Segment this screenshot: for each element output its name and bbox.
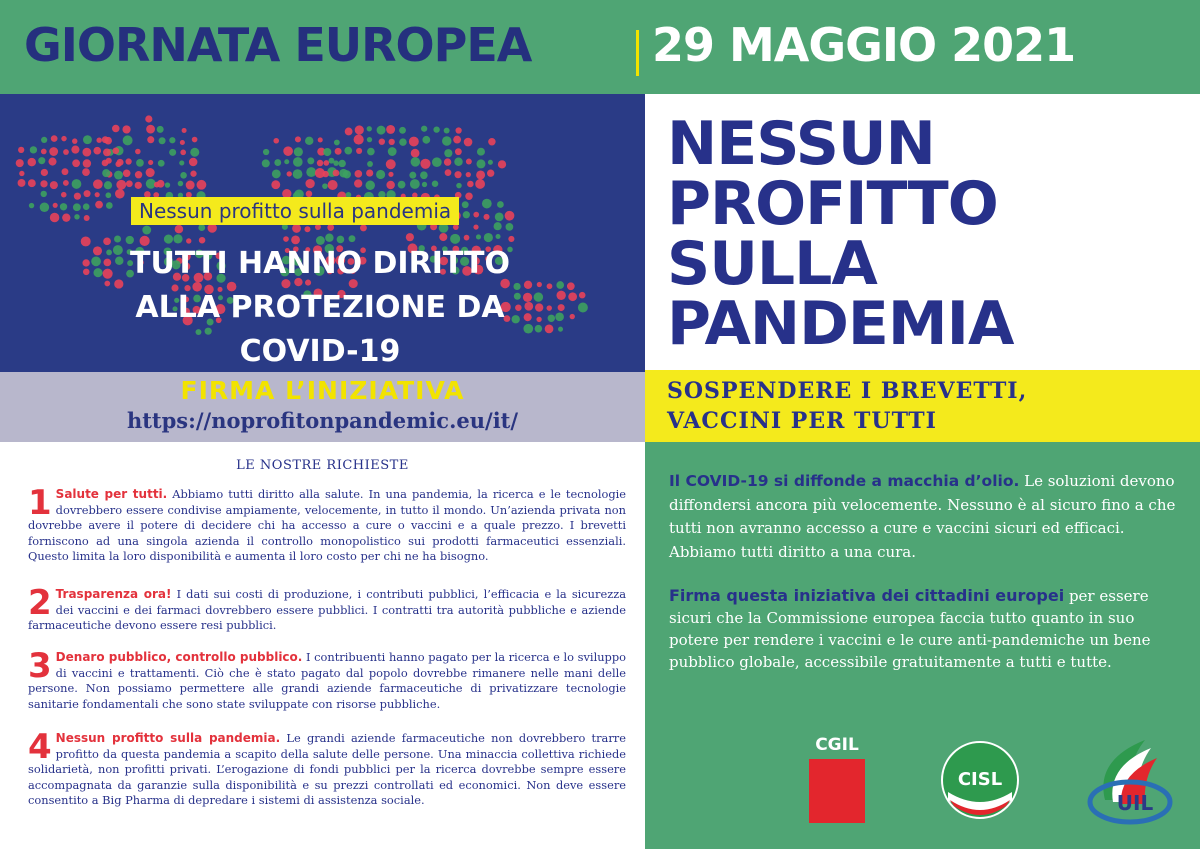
map-dot (50, 181, 58, 189)
map-dot (433, 126, 439, 132)
map-dot (274, 159, 281, 166)
requests-title: LE NOSTRE RICHIESTE (236, 458, 409, 473)
map-dot (83, 135, 92, 144)
map-dot (283, 146, 293, 156)
map-dot (284, 159, 289, 164)
map-dot (145, 115, 152, 122)
request-item (28, 583, 627, 634)
map-dot (63, 149, 69, 155)
map-dot (411, 149, 420, 158)
map-dot (406, 233, 414, 241)
map-dot (462, 201, 469, 208)
map-dot (367, 148, 375, 156)
map-dot (63, 180, 69, 186)
map-dot (93, 179, 103, 189)
map-dot (125, 158, 131, 164)
map-dot (61, 192, 67, 198)
map-dot (113, 147, 120, 154)
map-dot (295, 136, 301, 142)
map-dot (169, 149, 176, 156)
hero-title-line-2: ALLA PROTEZIONE DA (135, 290, 505, 325)
request-heading: Salute per tutti. (55, 487, 168, 501)
map-dot (398, 181, 406, 189)
map-dot (180, 150, 186, 156)
map-dot (287, 171, 292, 176)
map-dot (146, 168, 155, 177)
map-dot (123, 135, 133, 145)
map-dot (484, 233, 493, 242)
map-dot (439, 233, 447, 241)
cisl-logo (940, 740, 1020, 820)
map-dot (327, 224, 334, 231)
hero-title-line-3: COVID-19 (239, 334, 401, 369)
map-dot (28, 158, 36, 166)
map-dot (61, 136, 66, 141)
map-dot (82, 148, 91, 157)
map-dot (477, 148, 485, 156)
map-dot (115, 161, 121, 167)
map-dot (487, 170, 494, 177)
hero-title (60, 242, 580, 374)
map-dot (169, 137, 175, 143)
map-dot (377, 126, 386, 135)
map-dot (482, 199, 492, 209)
map-dot (115, 189, 125, 199)
uil-logo (1085, 730, 1175, 825)
map-dot (494, 222, 502, 230)
map-dot (488, 138, 495, 145)
map-dot (464, 138, 473, 147)
map-dot (135, 182, 142, 189)
map-dot (178, 181, 183, 186)
map-dot (95, 192, 100, 197)
cgil-logo-text: CGIL (815, 735, 859, 755)
map-dot (190, 171, 196, 177)
map-dot (442, 136, 451, 145)
map-dot (338, 160, 345, 167)
map-dot (175, 225, 184, 234)
map-dot (154, 182, 160, 188)
map-dot (180, 140, 185, 145)
map-dot (74, 214, 79, 219)
map-dot (83, 203, 90, 210)
map-dot (379, 138, 385, 144)
map-dot (29, 203, 34, 208)
cgil-logo (807, 735, 867, 827)
map-dot (272, 170, 281, 179)
map-dot (498, 160, 506, 168)
headline-line-3: SULLA (667, 229, 877, 299)
map-dot (304, 226, 310, 232)
map-dot (306, 167, 316, 177)
map-dot (50, 213, 60, 223)
map-dot (354, 179, 362, 187)
map-dot (399, 138, 407, 146)
request-heading: Denaro pubblico, controllo pubblico. (55, 650, 303, 664)
cisl-logo-text: CISL (957, 769, 1003, 790)
map-dot (476, 170, 485, 179)
map-dot (322, 171, 328, 177)
map-dot (136, 159, 144, 167)
map-dot (102, 136, 109, 143)
map-dot (360, 224, 367, 231)
map-dot (488, 160, 493, 165)
map-dot (432, 180, 439, 187)
map-dot (505, 211, 515, 221)
map-dot (388, 147, 397, 156)
map-dot (114, 171, 123, 180)
info-paragraph-1 (669, 470, 1179, 564)
map-dot (325, 233, 333, 241)
map-dot (41, 169, 48, 176)
map-dot (445, 169, 452, 176)
map-dot (454, 157, 462, 165)
header-separator (636, 30, 639, 76)
map-dot (72, 138, 77, 143)
sign-initiative-label: FIRMA L’INIZIATIVA (180, 376, 465, 405)
request-heading: Trasparenza ora! (55, 587, 172, 601)
map-dot (421, 126, 427, 132)
map-dot (305, 179, 314, 188)
map-dot (72, 159, 80, 167)
request-number: 1 (28, 483, 52, 523)
map-dot (455, 148, 462, 155)
map-dot (53, 203, 58, 208)
map-dot (71, 146, 79, 154)
map-dot (180, 172, 187, 179)
map-dot (386, 159, 396, 169)
map-dot (273, 138, 279, 144)
map-dot (198, 224, 205, 231)
map-dot (292, 224, 301, 233)
subtitle-line-2: VACCINI PER TUTTI (667, 408, 937, 434)
map-dot (388, 172, 393, 177)
map-dot (179, 160, 184, 165)
map-dot (466, 172, 471, 177)
map-dot (356, 148, 362, 154)
initiative-link[interactable]: https://noprofitonpandemic.eu/it/ (126, 408, 519, 433)
map-dot (465, 192, 472, 199)
map-dot (420, 159, 430, 169)
map-dot (506, 223, 514, 231)
map-dot (135, 171, 142, 178)
map-dot (102, 160, 109, 167)
map-dot (420, 171, 428, 179)
map-dot (473, 224, 478, 229)
map-dot (318, 137, 323, 142)
request-text: Abbiamo tutti diritto alla salute. In una pandemia, la ricerca e le tecnologie dovrebbero essere condivise ampiamente, velocemente, in tutto il mondo. Un’azienda privata non dovrebbe avere il potere di decidere chi ha accesso a cure o vaccini e a quale prezzo. I brevetti forniscono ad una singola azienda il controllo monopolistico sui prodotti farmaceutici essenziali. Questo limita la loro disponibilità e aumenta il loro costo per chi ne ha bisogno. (28, 487, 626, 563)
info-paragraph-1-body: Le soluzioni devono diffondersi ancora più velocemente. Nessuno è al sicuro fino a che tutti non avranno accesso a cure e vaccini sicuri ed efficaci. Abbiamo tutti diritto a una cura. (669, 472, 1176, 561)
map-dot (189, 158, 198, 167)
request-item (28, 483, 626, 565)
map-dot (496, 234, 501, 239)
map-dot (376, 170, 385, 179)
map-dot (409, 137, 419, 147)
map-dot (41, 149, 47, 155)
map-dot (355, 125, 364, 134)
info-paragraph-1-lead: Il COVID-19 si diffonde a macchia d’olio. (669, 472, 1020, 490)
map-dot (74, 193, 81, 200)
headline-line-1: NESSUN (667, 109, 935, 179)
map-dot (51, 135, 58, 142)
header-date: 29 MAGGIO 2021 (652, 18, 1076, 72)
map-dot (159, 137, 166, 144)
hero-tag: Nessun profitto sulla pandemia (131, 197, 459, 225)
subtitle (667, 376, 1027, 436)
request-number: 3 (28, 646, 52, 686)
map-dot (497, 201, 504, 208)
map-dot (62, 168, 69, 175)
map-dot (135, 149, 141, 155)
requests-panel (0, 442, 645, 849)
map-dot (333, 160, 338, 165)
header-title: GIORNATA EUROPEA (24, 18, 532, 72)
map-dot (305, 137, 313, 145)
map-dot (147, 136, 154, 143)
map-dot (495, 212, 504, 221)
map-dot (263, 149, 269, 155)
map-dot (148, 160, 153, 165)
map-dot (323, 148, 331, 156)
request-text: I dati sui costi di produzione, i contributi pubblici, l’efficacia e la sicurezza dei vaccini e dei farmaci dovrebbero essere pubblici. I contratti tra autorità pubbliche e aziende farmaceutiche devono essere resi pubblici. (28, 587, 627, 632)
request-item (28, 727, 626, 809)
map-dot (366, 170, 373, 177)
map-dot (399, 127, 406, 134)
map-dot (484, 214, 490, 220)
map-dot (186, 181, 195, 190)
headline-line-2: PROFITTO (667, 169, 998, 239)
map-dot (389, 139, 395, 145)
map-dot (333, 170, 340, 177)
info-paragraph-2-body: per essere sicuri che la Commissione europea faccia tutto quanto in suo potere per rendere i vaccini e le cure anti-pandemiche un bene pubblico globale, accessibile gratuitamente a tutti e tutte. (669, 587, 1151, 671)
request-number: 2 (28, 583, 52, 623)
headline-line-4: PANDEMIA (667, 289, 1014, 359)
map-dot (455, 127, 461, 133)
map-dot (467, 181, 474, 188)
request-text: I contribuenti hanno pagato per la ricerca e lo sviluppo di vaccini e trattamenti. Ciò che è stato pagato dal popolo dovrebbe rimanere nelle mani delle persone. Non possiamo permettere alle grandi aziende farmaceutiche di privatizzare tecnologie sanitarie fondamentali che sono state sviluppate con risorse pubbliche. (28, 650, 627, 711)
map-dot (355, 170, 363, 178)
request-number: 4 (28, 727, 52, 767)
map-dot (197, 180, 207, 190)
map-dot (367, 161, 373, 167)
map-dot (104, 181, 112, 189)
map-dot (18, 179, 26, 187)
map-dot (307, 157, 314, 164)
map-dot (475, 179, 485, 189)
map-dot (432, 157, 442, 167)
map-dot (102, 169, 110, 177)
map-dot (112, 125, 120, 133)
info-paragraph-2-lead: Firma questa iniziativa dei cittadini europei (669, 586, 1065, 605)
map-dot (345, 128, 353, 136)
map-dot (344, 147, 352, 155)
map-dot (476, 234, 481, 239)
request-item (28, 646, 627, 712)
map-dot (444, 158, 451, 165)
map-dot (84, 190, 91, 197)
map-dot (96, 137, 101, 142)
map-dot (409, 172, 416, 179)
map-dot (317, 160, 323, 166)
map-dot (476, 159, 485, 168)
map-dot (410, 179, 420, 189)
map-dot (40, 203, 49, 212)
map-dot (105, 192, 111, 198)
map-dot (192, 137, 198, 143)
map-dot (293, 157, 303, 167)
map-dot (146, 125, 155, 134)
map-dot (334, 140, 340, 146)
map-dot (126, 180, 133, 187)
map-dot (106, 202, 113, 209)
headline-panel (645, 94, 1200, 370)
map-dot (182, 128, 187, 133)
map-dot (328, 180, 338, 190)
headline-title (667, 109, 1014, 359)
map-dot (28, 179, 36, 187)
map-dot (466, 159, 472, 165)
map-dot (142, 226, 151, 235)
map-dot (422, 136, 430, 144)
map-dot (73, 203, 81, 211)
map-dot (335, 148, 342, 155)
map-dot (122, 125, 130, 133)
map-dot (158, 160, 165, 167)
map-dot (84, 215, 90, 221)
map-dot (165, 182, 170, 187)
hero-title-line-1: TUTTI HANNO DIRITTO (130, 246, 510, 281)
map-dot (30, 146, 37, 153)
map-dot (354, 134, 364, 144)
map-dot (456, 183, 461, 188)
map-dot (293, 169, 303, 179)
map-dot (365, 181, 375, 191)
map-dot (422, 182, 427, 187)
map-dot (48, 158, 56, 166)
map-dot (123, 169, 131, 177)
map-dot (103, 148, 111, 156)
header-band (0, 0, 1200, 94)
map-dot (463, 211, 470, 218)
subtitle-band (645, 370, 1200, 442)
subtitle-line-1: SOSPENDERE I BREVETTI, (667, 378, 1028, 404)
map-dot (16, 159, 24, 167)
info-paragraph-2 (669, 585, 1179, 673)
cgil-logo-block (809, 759, 865, 823)
map-dot (93, 147, 101, 155)
map-dot (343, 170, 351, 178)
map-dot (40, 180, 47, 187)
map-dot (386, 125, 395, 134)
uil-logo-text: UIL (1116, 791, 1154, 815)
map-dot (82, 168, 90, 176)
request-heading: Nessun profitto sulla pandemia. (55, 731, 281, 745)
map-dot (367, 126, 372, 131)
map-dot (157, 126, 164, 133)
map-dot (95, 201, 103, 209)
map-dot (367, 137, 372, 142)
map-dot (271, 180, 280, 189)
map-dot (83, 159, 91, 167)
map-dot (49, 147, 58, 156)
map-dot (19, 171, 24, 176)
map-dot (294, 147, 303, 156)
map-dot (41, 137, 47, 143)
map-dot (473, 212, 479, 218)
map-dot (60, 203, 67, 210)
map-dot (453, 136, 461, 144)
map-dot (323, 160, 329, 166)
map-dot (411, 157, 421, 167)
request-text: Le grandi aziende farmaceutiche non dovrebbero trarre profitto da questa pandemia a scapito della salute delle persone. Una minaccia collettiva richiede solidarietà, non profitti privati. L’erogazione di fondi pubblici per la ricerca dovrebbe sempre essere accompagnata da garanzie sulla disponibilità e su prezzi controllati ed economici. Non deve essere consentito a Big Pharma di depredare i sistemi di assistenza sociale. (28, 731, 626, 807)
map-dot (62, 213, 70, 221)
map-dot (72, 179, 82, 189)
map-dot (464, 235, 470, 241)
map-dot (386, 181, 394, 189)
map-dot (322, 183, 328, 189)
hero-panel (0, 94, 645, 442)
map-dot (38, 157, 45, 164)
map-dot (444, 149, 452, 157)
map-dot (262, 159, 270, 167)
map-dot (190, 148, 199, 157)
map-dot (453, 224, 459, 230)
map-dot (41, 191, 47, 197)
map-dot (18, 147, 24, 153)
map-dot (454, 171, 461, 178)
map-dot (116, 180, 126, 190)
map-dot (444, 128, 450, 134)
